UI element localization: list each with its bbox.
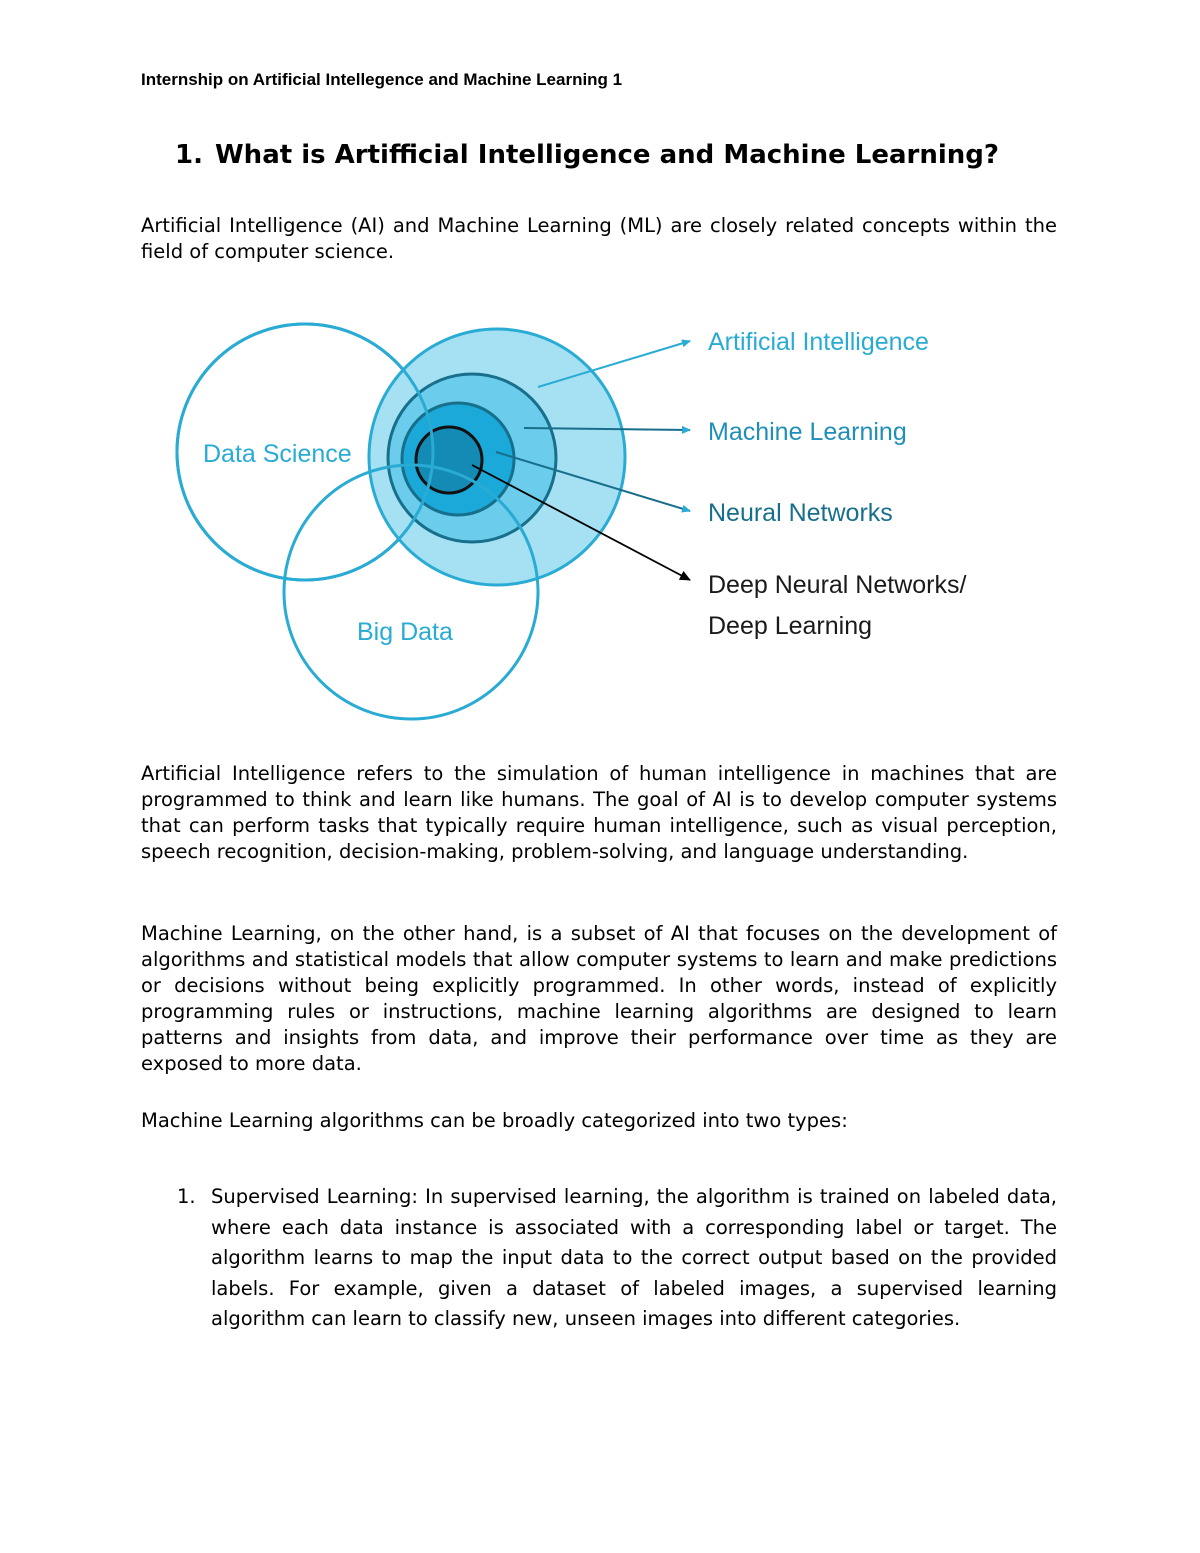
ai-arrow-label: Artificial Intelligence <box>708 328 929 356</box>
data-science-label: Data Science <box>203 440 352 468</box>
nn-arrow-label: Neural Networks <box>708 499 893 527</box>
section-number: 1. <box>175 140 203 170</box>
ml-types-list <box>141 1182 1057 1335</box>
big-data-label: Big Data <box>357 618 453 646</box>
ai-definition-paragraph: Artificial Intelligence refers to the simulation of human intelligence in machines that are programmed to think and learn like humans. The goal of AI is to develop computer systems that can perform tasks that typically require human intelligence, such as visual perception, speech recognition, decision-making, problem-solving, and language understanding. <box>141 762 1057 863</box>
section-title <box>175 140 1075 170</box>
list-item-text: Supervised Learning: In supervised learning, the algorithm is trained on labeled data, where each data instance is associated with a corresponding label or target. The algorithm learns to map the input data to the correct output based on the provided labels. For example, given a dataset of labeled images, a supervised learning algorithm can learn to classify new, unseen images into different categories. <box>211 1185 1057 1330</box>
intro-paragraph: Artificial Intelligence (AI) and Machine Learning (ML) are closely related concepts within the field of computer science. <box>141 214 1057 263</box>
section-title-text: What is Artifficial Intelligence and Machine Learning? <box>215 140 999 170</box>
dnn-arrow-label-line1: Deep Neural Networks/ <box>708 571 967 599</box>
dnn-arrow-label-line2: Deep Learning <box>708 612 873 640</box>
ml-types-intro-paragraph: Machine Learning algorithms can be broadly categorized into two types: <box>141 1109 848 1132</box>
list-item <box>141 1182 1057 1335</box>
deep-learning-circle <box>416 427 482 493</box>
ai-ml-venn-diagram <box>0 290 1200 730</box>
list-item-marker: 1. <box>177 1185 196 1208</box>
ml-definition-paragraph: Machine Learning, on the other hand, is a subset of AI that focuses on the development of algorithms and statistical models that allow computer systems to learn and make predictions or decisions without being explicitly programmed. In other words, instead of explicitly programming rules or instructions, machine learning algorithms are designed to learn patterns and insights from data, and improve their performance over time as they are exposed to more data. <box>141 922 1057 1075</box>
ml-arrow-label: Machine Learning <box>708 418 907 446</box>
page-header: Internship on Artificial Intellegence and Machine Learning 1 <box>141 70 623 89</box>
